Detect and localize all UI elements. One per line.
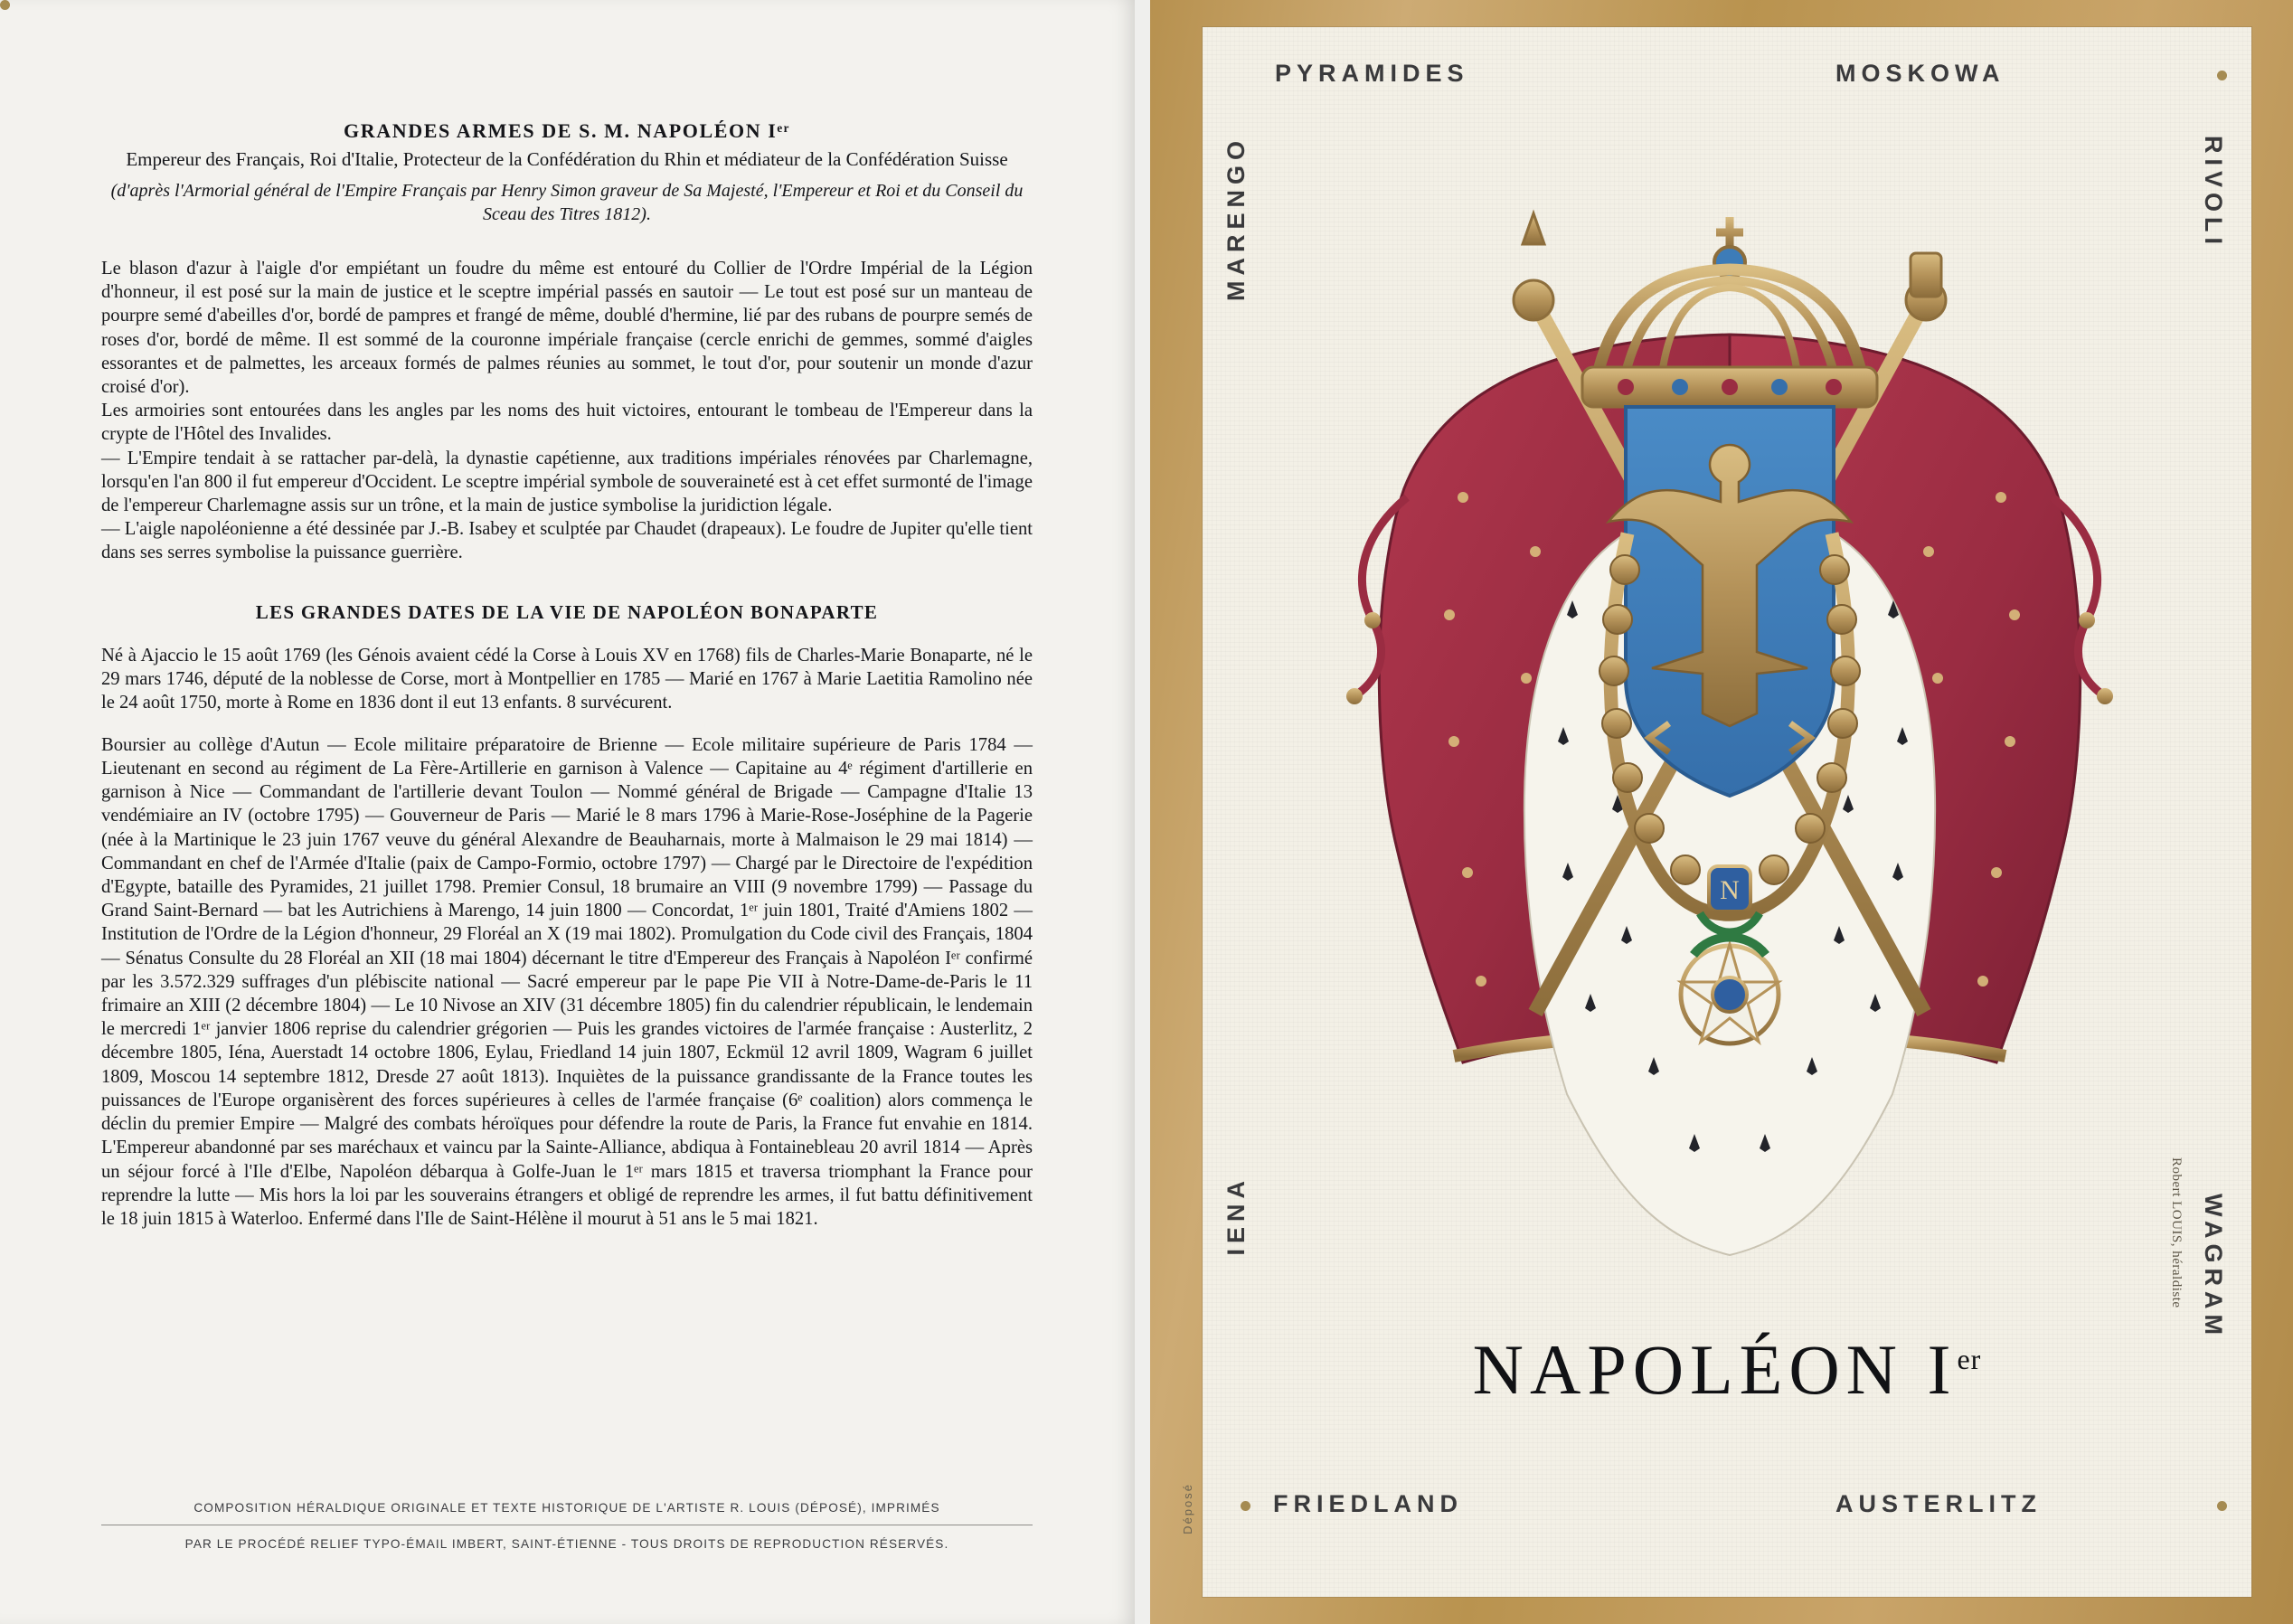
- page-subtitle: Empereur des Français, Roi d'Italie, Protecteur de la Confédération du Rhin et médiateur de la Confédération Suisse: [126, 148, 1008, 170]
- career-paragraph: Boursier au collège d'Autun — Ecole militaire préparatoire de Brienne — Ecole militaire supérieure de Paris 1784 — Lieutenant en second au régiment de La Fère-Artillerie en garnison à Valence — Capitaine au 4ᵉ régiment d'artillerie en garnison à Nice — Commandant de l'artillerie devant Toulon — Nommé général de Brigade — Campagne d'Italie 13 vendémiaire an IV (octobre 1795) — Gouverneur de Paris — Marié le 8 mars 1796 à Marie-Rose-Joséphine de la Pagerie (née à la Martinique le 23 juin 1767 veuve du général Alexandre de Beauharnais, morte à Malmaison le 29 mai 1814) — Commandant en chef de l'Armée d'Italie (paix de Campo-Formio, octobre 1797) — Chargé par le Directoire de l'expédition d'Egypte, bataille des Pyramides, 21 juillet 1798. Premier Consul, 18 brumaire an VIII (9 novembre 1799) — Passage du Grand Saint-Bernard — bat les Autrichiens à Marengo, 14 juin 1800 — Concordat, 1ᵉʳ juin 1801, Traité d'Amiens 1802 — Institution de l'Ordre de la Légion d'honneur, 29 Floréal an X (19 mai 1802). Promulgation du Code civil des Français, 1804 — Sénatus Consulte du 28 Floréal an XII (18 mai 1804) décernant le titre d'Empereur des Français à Napoléon Iᵉʳ confirmé par les 3.572.329 suffrages d'un plébiscite national — Sacré empereur par le pape Pie VII à Notre-Dame-de-Paris le 11 frimaire an XIII (2 décembre 1804) — Le 10 Nivose an XIV (31 décembre 1805) fin du calendrier républicain, le lendemain le mercredi 1ᵉʳ janvier 1806 reprise du calendrier grégorien — Puis les grandes victoires de l'armée française : Austerlitz, 2 décembre 1805, Iéna, Auerstadt 14 octobre 1806, Eylau, Friedland 14 juin 1807, Eckmül 12 avril 1809, Wagram 6 juillet 1809, Moscou 14 septembre 1812, Dresde 27 août 1813). Inquiètes de la puissance grandissante de la France toutes les puissances de l'Europe organisèrent des forces supérieures à celles de l'armée française (6ᵉ coalition) alors commença le déclin du premier Empire — Malgré des combats héroïques pour défendre la route de Paris, la France fut envahie en 1814. L'Empereur abandonné par ses maréchaux et vaincu par la Sainte-Alliance, abdiqua à Fontainebleau 20 avril 1814 — Après un séjour forcé à l'Ile d'Elbe, Napoléon débarqua à Golfe-Juan le 1ᵉʳ mars 1815 et traversa triomphant la France pour reprendre la lutte — Mis hors la loi par les souverains étrangers et obligé de reprendre les armes, il fut battu définitivement le 18 juin 1815 à Waterloo. Enfermé dans l'Ile de Saint-Hélène il mourut à 51 ans le 5 mai 1821.: [101, 734, 1033, 1229]
- corner-dot-top-left: [0, 0, 10, 10]
- victory-rivoli: RIVOLI: [2200, 136, 2227, 250]
- corner-dot-bottom-right: [2217, 1501, 2227, 1511]
- emperor-name-title: [1203, 1329, 2251, 1411]
- victory-austerlitz: AUSTERLITZ: [1835, 1490, 2042, 1517]
- left-leaf: [0, 0, 1135, 1624]
- page-title: GRANDES ARMES DE S. M. NAPOLÉON Iᵉʳ: [344, 119, 790, 142]
- source-note: (d'après l'Armorial général de l'Empire Français par Henry Simon graveur de Sa Majesté, l'Empereur et Roi et du Conseil du Sceau des Titres 1812).: [110, 181, 1024, 224]
- blazon-description: [101, 257, 1033, 565]
- section-heading: LES GRANDES DATES DE LA VIE DE NAPOLÉON BONAPARTE: [255, 600, 879, 623]
- victory-marengo: MARENGO: [1222, 136, 1250, 301]
- victory-friedland: FRIEDLAND: [1273, 1490, 1463, 1517]
- biography-dates: [101, 644, 1033, 1231]
- footnote-line-2: PAR LE PROCÉDÉ RELIEF TYPO-ÉMAIL IMBERT, SAINT-ÉTIENNE - TOUS DROITS DE REPRODUCTION RÉSERVÉS.: [184, 1537, 949, 1551]
- left-text-column: [101, 119, 1033, 1530]
- imperial-crown: [1582, 217, 1877, 407]
- emperor-name-suffix: er: [1957, 1343, 1982, 1375]
- depose-mark: Déposé: [1181, 1483, 1194, 1534]
- azure-shield: [1609, 407, 1851, 796]
- birth-paragraph: Né à Ajaccio le 15 août 1769 (les Génois avaient cédé la Corse à Louis XV en 1768) fils de Charles-Marie Bonaparte, né le 29 mars 1746, député de la noblesse de Corse, mort à Montpellier en 1785 — Marié en 1767 à Marie Laetitia Ramolino née le 24 août 1750, morte à Rome en 1836 dont il eut 13 enfants. 8 survécurent.: [101, 645, 1033, 713]
- title-block: [101, 119, 1033, 226]
- empire-paragraph: — L'Empire tendait à se rattacher par-delà, la dynastie capétienne, aux traditions impériales rénovées par Charlemagne, lorsqu'en l'an 800 il fut empereur d'Occident. Le sceptre impérial symbole de souveraineté est à cet effet surmonté de l'image de l'empereur Charlemagne assis sur un trône, et la main de justice symbolise la juridiction légale.: [101, 448, 1033, 516]
- svg-text:N: N: [1720, 875, 1740, 905]
- victories-paragraph: Les armoiries sont entourées dans les angles par les noms des huit victoires, entourant le tombeau de l'Empereur dans la crypte de l'Hôtel des Invalides.: [101, 401, 1033, 445]
- victory-pyramides: PYRAMIDES: [1275, 60, 1469, 87]
- victory-wagram: WAGRAM: [2200, 1194, 2227, 1340]
- corner-dot-top-right: [2217, 71, 2227, 80]
- victory-iena: IENA: [1222, 1176, 1250, 1256]
- footnote-line-1: COMPOSITION HÉRALDIQUE ORIGINALE ET TEXTE HISTORIQUE DE L'ARTISTE R. LOUIS (DÉPOSÉ), IMPRIMÉS: [193, 1501, 940, 1515]
- corner-dot-bottom-left: [1241, 1501, 1250, 1511]
- coat-of-arms-illustration: [1237, 109, 2222, 1311]
- blazon-paragraph: Le blason d'azur à l'aigle d'or empiétant un foudre du même est entouré du Collier de l'Ordre Impérial de la Légion d'honneur, il est posé sur la main de justice et le sceptre impérial passés en sautoir — Le tout est posé sur un manteau de pourpre semé d'abeilles d'or, bordé de pampres et frangé de même, doublé d'hermine, lié par des rubans de pourpre semés de roses d'or, bordé de même. Il est sommé de la couronne impériale française (cercle enrichi de gemmes, sommé d'aigles essorantes et de palmettes, les arceaux formés de palmes réunies au sommet, le tout d'or, pour soutenir un monde d'azur croisé d'or).: [101, 259, 1033, 398]
- emperor-name-main: NAPOLÉON I: [1472, 1330, 1958, 1409]
- eagle-paragraph: — L'aigle napoléonienne a été dessinée par J.-B. Isabey et sculptée par Chaudet (drapeaux). Le foudre de Jupiter qu'elle tient dans ses serres symbolise la puissance guerrière.: [101, 519, 1033, 563]
- artist-signature: Robert LOUIS, héraldiste: [2169, 1157, 2184, 1308]
- victory-moskowa: MOSKOWA: [1835, 60, 2005, 87]
